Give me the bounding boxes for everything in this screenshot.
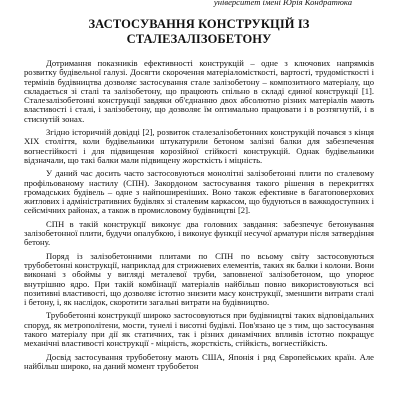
author-affiliation: університет імені Юрія Кондратюка <box>213 0 352 7</box>
title-line-1: ЗАСТОСУВАННЯ КОНСТРУКЦІЙ ІЗ <box>88 17 310 31</box>
paragraph-6: Трубобетонні конструкції широко застосовуються при будівництві таких відповідальних споруд, як метрополітени, мости, тунелі і висотні будівлі. Пов'язано це з тим, що застосування такого матеріалу при дії як статичних, так і різних динамічних впливів істотно покращує механічні властивості конструкції - міцність, жорсткість, стійкість, вогнестійкість. <box>24 310 374 349</box>
paragraph-7: Досвід застосування трубобетону мають США, Японія і ряд Європейських країн. Але найбільш широко, на даний момент трубобетон <box>24 351 374 371</box>
article-title <box>24 17 374 47</box>
paragraph-3: У даний час досить часто застосовуються монолітні залізобетонні плити по сталевому профільованому настилу (СПН). Закордоном застосування такого рішення в перекриттях громадських будівель – одне з найпоширеніших. Воно також ефективне в багатоповерхових житлових і адміністративних будівлях зі сталевим каркасом, що будуються в важкодоступних і сейсмічних районах, а також в промисловому будівництві [2]. <box>24 168 374 216</box>
paragraph-5: Поряд із залізобетонними плитами по СПН по всьому світу застосовуються трубобетонні конструкції, наприклад для стрижневих елементів, таких як балки і колони. Вони виконані з обоймы у вигляді металевої труби, заповненої залізобетоном, що упорює внутрішню ядро. При такій комбінації матеріалів найбільш повно використовуються всі позитивні властивості, що дозволяє істотно знизити масу конструкції, зменшити витрати сталі і бетону, і, як наслідок, скоротити загальні витрати на будівництво. <box>24 250 374 308</box>
paragraph-1: Дотримання показників ефективності конструкцій – одне з ключових напрямків розвитку будівельної галузі. Досягти скорочення матеріаломісткості, вартості, трудомісткості і термінів будівництва дозволяє застосування сталe залізобетону – композитного матеріалу, що складається зі сталі та залізобетону, що працюють спільно в складі єдиної конструкції [1]. Сталезалізобетонні конструкції завдяки об'єднанню двох абсолютно різних матеріалів мають властивості і сталі, і залізобетону, що дозволяє їм оптимально працювати і в розтягнутій, і в стиснутій зонах. <box>24 58 374 124</box>
title-line-2: СТАЛЕЗАЛІЗОБЕТОНУ <box>126 32 272 46</box>
paragraph-2: Згідно історичній довідці [2], розвиток сталезалізобетонних конструкцій почався з кінця ХІХ століття, коли будівельники штукатурили бетоном залізні балки для забезпечення вогнестійкості і для підвищення корозійної стійкості конструкцій. Однак будівельники відзначали, що такі балки мали підвищену жорсткість і міцність. <box>24 127 374 165</box>
paragraph-4: СПН в такій конструкції виконує два головних завдання: забезпечує бетонування залізобетонної плити, будучи опалубкою, і виконує функції несучої арматури після затвердіння бетону. <box>24 218 374 248</box>
